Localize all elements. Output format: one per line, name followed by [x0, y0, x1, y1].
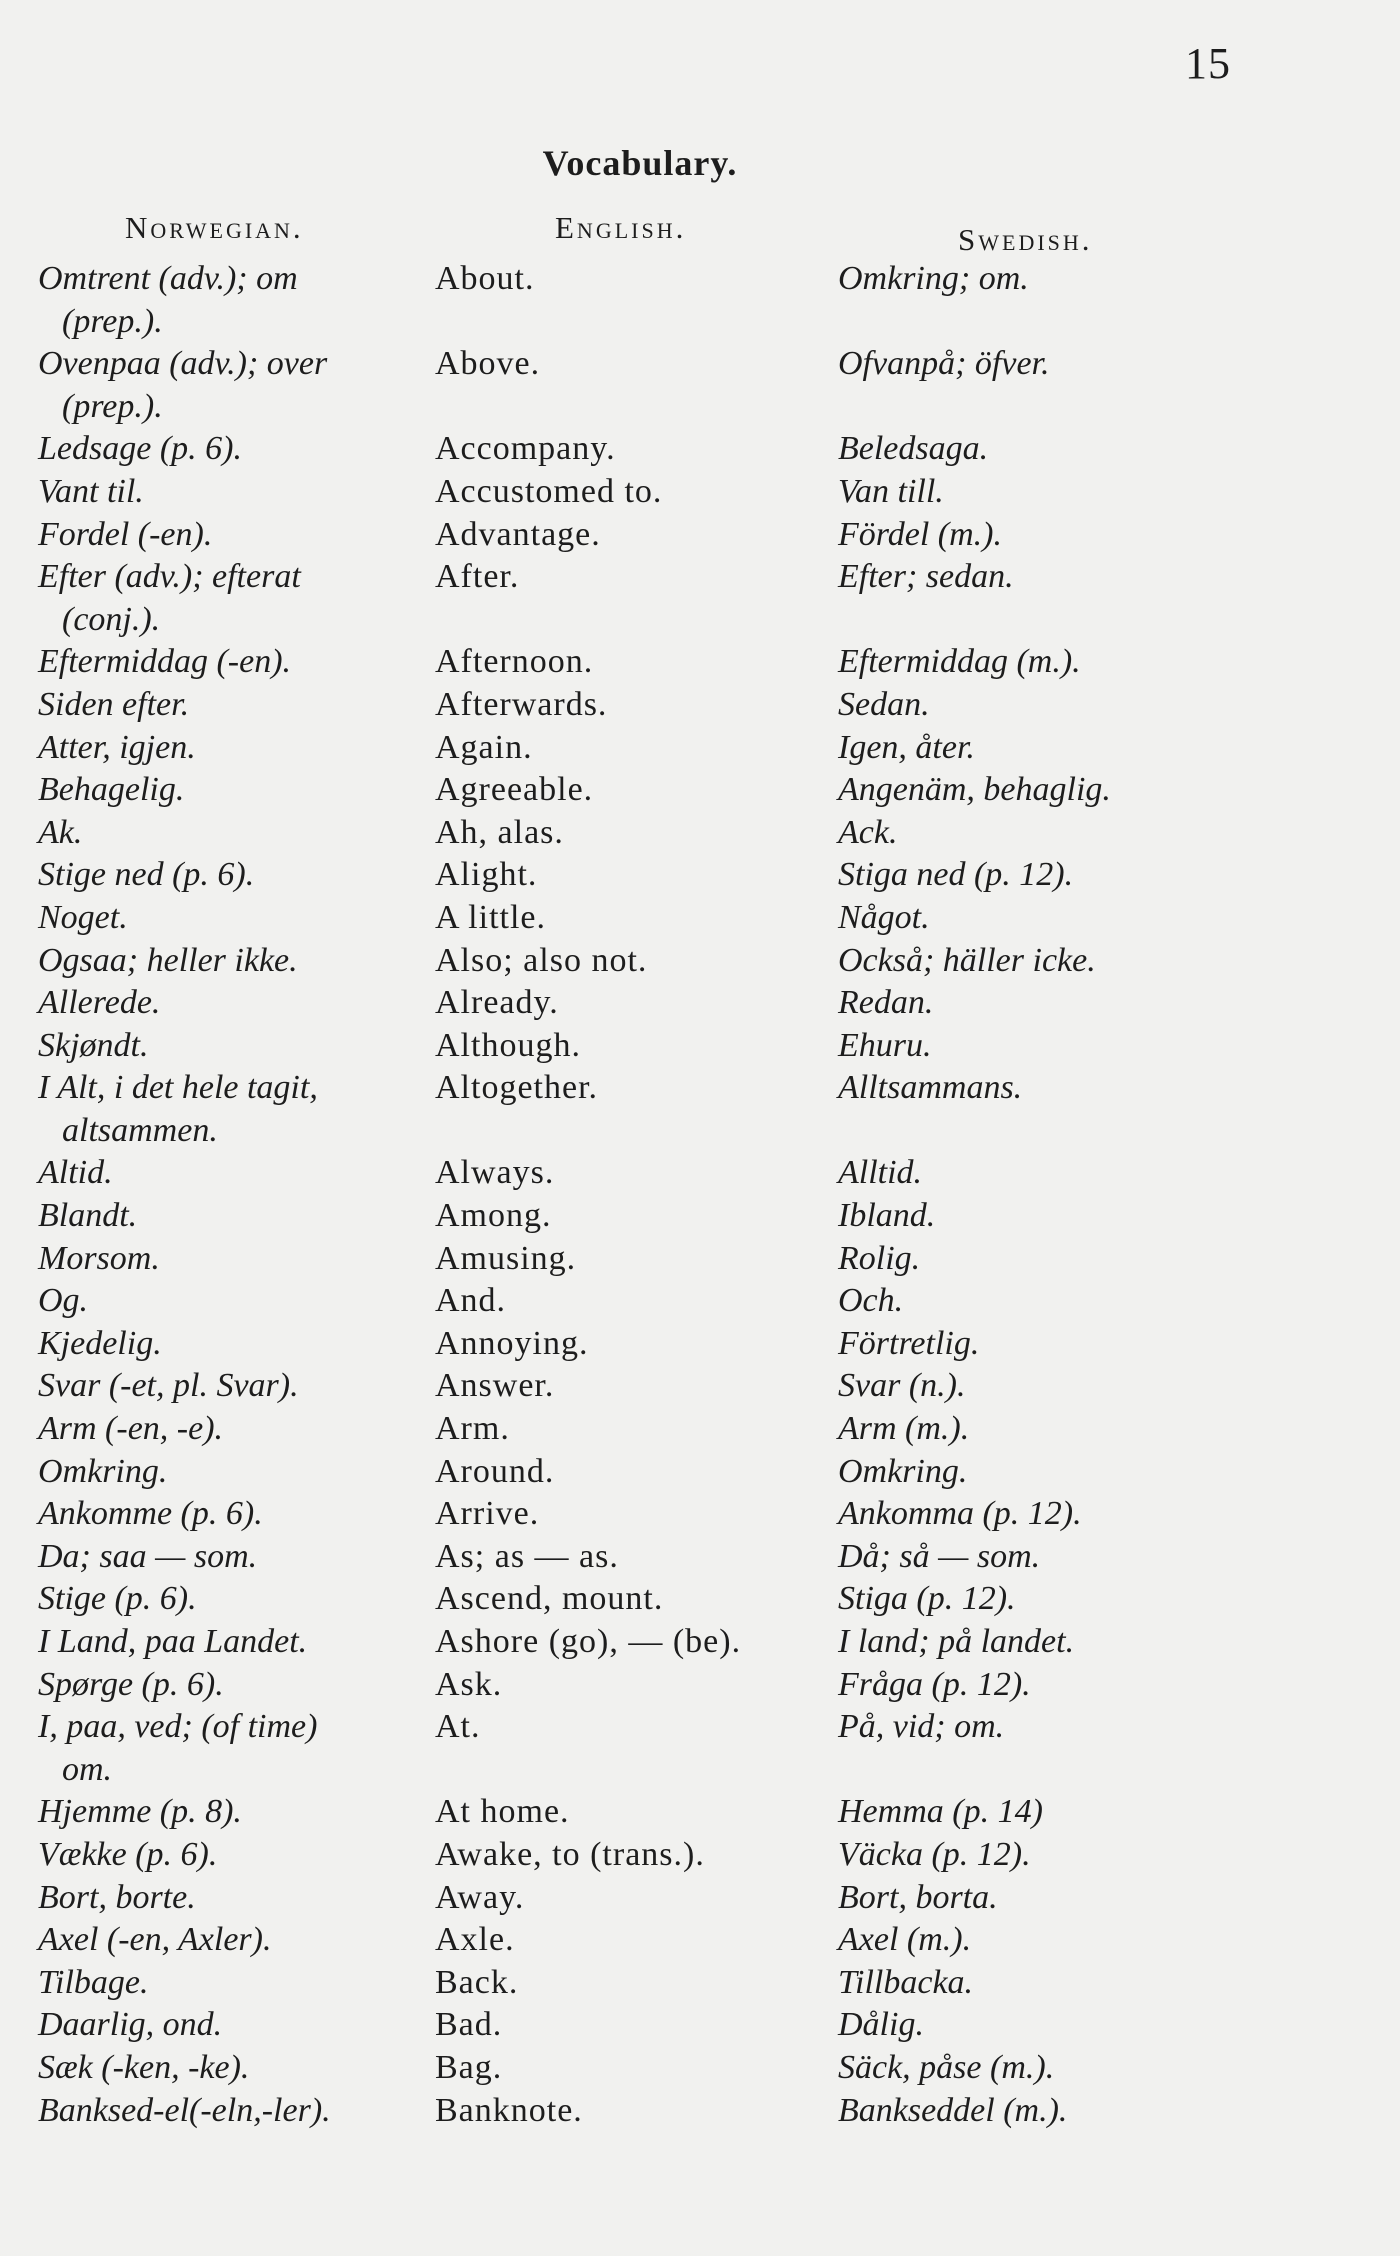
vocabulary-entry: [0, 1621, 1400, 1664]
swedish-term: Igen, åter.: [838, 728, 975, 766]
swedish-term: Van till.: [838, 472, 944, 510]
vocabulary-entry: [0, 1962, 1400, 2005]
english-term: Ascend, mount.: [435, 1580, 664, 1618]
vocabulary-entry: [0, 982, 1400, 1025]
norwegian-term: Ogsaa; heller ikke.: [38, 941, 298, 979]
swedish-term: Omkring.: [838, 1452, 968, 1490]
english-term: Advantage.: [435, 515, 601, 553]
swedish-term: Bort, borta.: [838, 1878, 998, 1916]
swedish-term: Stiga (p. 12).: [838, 1580, 1016, 1618]
vocabulary-entry: [0, 727, 1400, 770]
vocabulary-entry: [0, 2004, 1400, 2047]
vocabulary-entry: [0, 1323, 1400, 1366]
norwegian-term: I Land, paa Landet.: [38, 1623, 308, 1660]
swedish-term: Dålig.: [838, 2006, 924, 2044]
vocabulary-entry-continuation: [0, 1749, 1400, 1792]
vocabulary-entry: [0, 471, 1400, 514]
swedish-term: Då; så — som.: [838, 1537, 1041, 1575]
vocabulary-entry: [0, 1706, 1400, 1749]
vocabulary-entry: [0, 1195, 1400, 1238]
norwegian-term: Stige ned (p. 6).: [38, 856, 255, 894]
english-term: Accompany.: [435, 430, 616, 468]
swedish-term: I land; på landet.: [838, 1623, 1075, 1660]
english-term: Altogether.: [435, 1069, 599, 1107]
vocabulary-entry: [0, 428, 1400, 471]
norwegian-term: Omtrent (adv.); om: [38, 260, 298, 297]
swedish-term: Säck, påse (m.).: [838, 2048, 1055, 2086]
english-term: Again.: [435, 728, 533, 766]
norwegian-term: Ankomme (p. 6).: [38, 1495, 263, 1533]
vocabulary-entry: [0, 2047, 1400, 2090]
english-term: Ah, alas.: [435, 813, 564, 851]
norwegian-term: Fordel (-en).: [38, 515, 213, 553]
swedish-term: Tillbacka.: [838, 1963, 974, 2001]
english-term: Among.: [435, 1197, 552, 1235]
english-term: Bag.: [435, 2048, 503, 2086]
vocabulary-entry: [0, 940, 1400, 983]
vocabulary-entry: [0, 812, 1400, 855]
swedish-term: Något.: [838, 898, 930, 936]
norwegian-term: Eftermiddag (-en).: [38, 643, 292, 681]
vocabulary-entry: [0, 1834, 1400, 1877]
vocabulary-entry: [0, 1067, 1400, 1110]
swedish-term: Alltid.: [838, 1154, 923, 1192]
english-term: Back.: [435, 1963, 519, 2001]
norwegian-term-continuation: (conj.).: [62, 600, 161, 638]
norwegian-term: Sæk (-ken, -ke).: [38, 2048, 250, 2086]
norwegian-term: Da; saa — som.: [38, 1537, 258, 1575]
swedish-term: Också; häller icke.: [838, 941, 1096, 979]
english-term: Amusing.: [435, 1239, 577, 1277]
swedish-term: Förtretlig.: [838, 1324, 980, 1362]
norwegian-term: Behagelig.: [38, 771, 185, 809]
vocabulary-entry: [0, 1664, 1400, 1707]
page-number: 15: [1185, 39, 1231, 88]
vocabulary-entry: [0, 897, 1400, 940]
english-term: After.: [435, 558, 520, 596]
english-term: Answer.: [435, 1367, 555, 1405]
vocabulary-entry-continuation: [0, 1110, 1400, 1153]
english-term: Already.: [435, 984, 559, 1022]
norwegian-term: Siden efter.: [38, 685, 190, 723]
swedish-term: Ack.: [838, 813, 898, 851]
norwegian-term-continuation: (prep.).: [62, 302, 163, 340]
swedish-term: Axel (m.).: [838, 1921, 972, 1959]
vocabulary-entry: [0, 1025, 1400, 1068]
norwegian-term: Spørge (p. 6).: [38, 1665, 224, 1703]
english-term: Ask.: [435, 1665, 503, 1703]
vocabulary-entry: [0, 1493, 1400, 1536]
swedish-term: Ofvanpå; öfver.: [838, 345, 1050, 383]
norwegian-term: Skjøndt.: [38, 1026, 149, 1064]
english-term: At.: [435, 1708, 481, 1746]
norwegian-term-continuation: om.: [62, 1750, 113, 1788]
swedish-term: Hemma (p. 14): [838, 1793, 1043, 1831]
norwegian-term: Og.: [38, 1282, 89, 1320]
english-term: Bad.: [435, 2006, 503, 2044]
norwegian-term: Morsom.: [38, 1239, 160, 1277]
english-term: Ashore (go), — (be).: [435, 1623, 742, 1660]
vocabulary-list: [0, 258, 1400, 2132]
swedish-term: Sedan.: [838, 685, 930, 723]
norwegian-term: Vant til.: [38, 472, 144, 510]
vocabulary-entry: [0, 1451, 1400, 1494]
vocabulary-entry: [0, 1578, 1400, 1621]
norwegian-term: Banksed-el(-eln,-ler).: [38, 2091, 331, 2129]
swedish-term: Eftermiddag (m.).: [838, 643, 1081, 681]
vocabulary-entry: [0, 1877, 1400, 1920]
vocabulary-entry: [0, 258, 1400, 301]
norwegian-term: Bort, borte.: [38, 1878, 196, 1916]
vocabulary-entry: [0, 1152, 1400, 1195]
vocabulary-entry: [0, 556, 1400, 599]
norwegian-term: I Alt, i det hele tagit,: [38, 1069, 318, 1107]
vocabulary-entry: [0, 1365, 1400, 1408]
swedish-term: Fråga (p. 12).: [838, 1665, 1031, 1703]
norwegian-term: Kjedelig.: [38, 1324, 162, 1362]
vocabulary-entry: [0, 2090, 1400, 2133]
english-term: Around.: [435, 1452, 555, 1490]
norwegian-term: Svar (-et, pl. Svar).: [38, 1367, 299, 1405]
english-term: Away.: [435, 1878, 525, 1916]
swedish-column-header: Swedish.: [958, 222, 1093, 257]
norwegian-term: Efter (adv.); efterat: [38, 558, 301, 596]
vocabulary-entry: [0, 684, 1400, 727]
swedish-term: Angenäm, behaglig.: [838, 771, 1111, 809]
swedish-term: Stiga ned (p. 12).: [838, 856, 1074, 894]
norwegian-term: Axel (-en, Axler).: [38, 1921, 272, 1959]
norwegian-term: Arm (-en, -e).: [38, 1410, 224, 1448]
norwegian-term: Ledsage (p. 6).: [38, 430, 242, 468]
norwegian-term: Allerede.: [38, 984, 161, 1022]
page-title: Vocabulary.: [542, 143, 738, 183]
norwegian-term: I, paa, ved; (of time): [38, 1708, 318, 1746]
english-term: Annoying.: [435, 1324, 589, 1362]
swedish-term: På, vid; om.: [838, 1708, 1005, 1746]
vocabulary-entry: [0, 1791, 1400, 1834]
english-term: About.: [435, 260, 535, 297]
vocabulary-entry: [0, 769, 1400, 812]
english-term: Always.: [435, 1154, 555, 1192]
norwegian-term: Altid.: [38, 1154, 113, 1192]
swedish-term: Ehuru.: [838, 1026, 932, 1064]
english-term: And.: [435, 1282, 507, 1320]
norwegian-term: Tilbage.: [38, 1963, 149, 2001]
vocabulary-entry-continuation: [0, 386, 1400, 429]
norwegian-term-continuation: altsammen.: [62, 1111, 218, 1149]
english-term: As; as — as.: [435, 1537, 619, 1575]
swedish-term: Arm (m.).: [838, 1410, 970, 1448]
swedish-term: Omkring; om.: [838, 260, 1029, 297]
swedish-term: Ibland.: [838, 1197, 936, 1235]
norwegian-term: Blandt.: [38, 1197, 138, 1235]
norwegian-term: Hjemme (p. 8).: [38, 1793, 242, 1831]
english-term: Awake, to (trans.).: [435, 1835, 705, 1873]
vocabulary-entry: [0, 514, 1400, 557]
english-column-header: English.: [555, 210, 687, 245]
english-term: Arm.: [435, 1410, 510, 1448]
vocabulary-entry: [0, 1238, 1400, 1281]
vocabulary-entry: [0, 1408, 1400, 1451]
vocabulary-entry: [0, 1536, 1400, 1579]
english-term: Arrive.: [435, 1495, 540, 1533]
swedish-term: Bankseddel (m.).: [838, 2091, 1068, 2129]
vocabulary-entry: [0, 1919, 1400, 1962]
vocabulary-entry-continuation: [0, 301, 1400, 344]
norwegian-term: Stige (p. 6).: [38, 1580, 197, 1618]
swedish-term: Alltsammans.: [838, 1069, 1023, 1107]
english-term: Also; also not.: [435, 941, 648, 979]
swedish-term: Ankomma (p. 12).: [838, 1495, 1082, 1533]
vocabulary-entry: [0, 854, 1400, 897]
english-term: Afternoon.: [435, 643, 594, 681]
norwegian-term: Ak.: [38, 813, 83, 851]
english-term: Afterwards.: [435, 685, 608, 723]
english-term: Above.: [435, 345, 541, 383]
norwegian-term: Daarlig, ond.: [38, 2006, 223, 2044]
vocabulary-entry: [0, 641, 1400, 684]
norwegian-term: Ovenpaa (adv.); over: [38, 345, 328, 383]
vocabulary-entry: [0, 1280, 1400, 1323]
swedish-term: Väcka (p. 12).: [838, 1835, 1031, 1873]
norwegian-term: Atter, igjen.: [38, 728, 196, 766]
english-term: Axle.: [435, 1921, 515, 1959]
swedish-term: Och.: [838, 1282, 904, 1320]
english-term: Although.: [435, 1026, 581, 1064]
swedish-term: Fördel (m.).: [838, 515, 1002, 553]
norwegian-term-continuation: (prep.).: [62, 387, 163, 425]
swedish-term: Redan.: [838, 984, 934, 1022]
english-term: Agreeable.: [435, 771, 594, 809]
vocabulary-entry-continuation: [0, 599, 1400, 642]
swedish-term: Efter; sedan.: [838, 558, 1014, 596]
norwegian-column-header: Norwegian.: [125, 210, 304, 245]
vocabulary-entry: [0, 343, 1400, 386]
norwegian-term: Noget.: [38, 898, 128, 936]
english-term: Banknote.: [435, 2091, 583, 2129]
norwegian-term: Vække (p. 6).: [38, 1835, 218, 1873]
swedish-term: Beledsaga.: [838, 430, 989, 468]
norwegian-term: Omkring.: [38, 1452, 168, 1490]
swedish-term: Svar (n.).: [838, 1367, 966, 1405]
english-term: At home.: [435, 1793, 570, 1831]
swedish-term: Rolig.: [838, 1239, 921, 1277]
english-term: Accustomed to.: [435, 472, 663, 510]
english-term: Alight.: [435, 856, 538, 894]
english-term: A little.: [435, 898, 546, 936]
